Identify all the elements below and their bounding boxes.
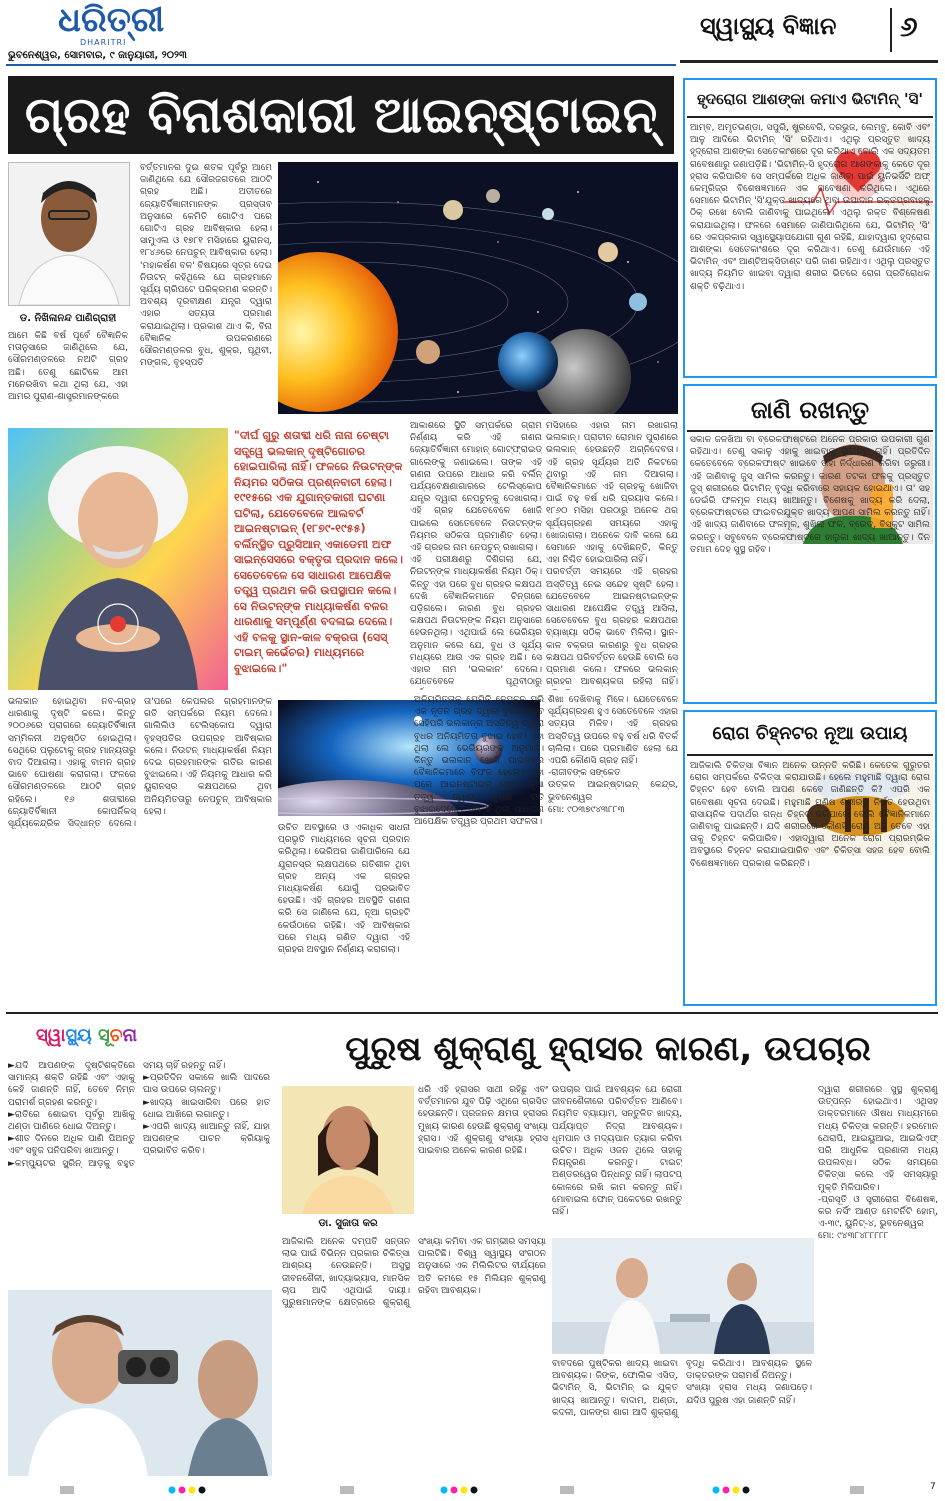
dateline: ଭୁବନେଶ୍ୱର, ସୋମବାର, ୯ ଜାନୁୟାରୀ, ୨୦୨୩ — [8, 50, 187, 61]
page-number: ୬ — [900, 10, 918, 43]
masthead-rule — [6, 64, 676, 66]
vitamin-headline: ହୃଦରୋଗ ଆଶଙ୍କା କମାଏ ଭିଟାମିନ୍ 'ସି' — [687, 82, 933, 118]
doctor-author-photo — [282, 1086, 414, 1214]
masthead-rule-right — [680, 60, 938, 63]
health-tips-part-2: ସ୍ଥ୍ୟ — [65, 1025, 92, 1046]
lead-headline: ଗ୍ରହ ବିନାଶକାରୀ ଆଇନ୍‌ଷ୍ଟାଇନ୍ — [8, 76, 674, 154]
lead-column-4: ମସିହାରେ ଏହାର ନାମ ରଖାଗଲା ଭଲକାନ୍। ପ୍ରାଚୀନ ରୋମାନ ପୁରାଣରେ ଭଲକାନ୍ ହେଉଛନ୍ତି ଅଗ୍ନିଦେବତା। ଏହି ଗ୍ରହ ସୂର୍ଯ୍ୟର ଅତି ନିକଟରେ ଥିବାରୁ ଏହି ନାମ ଦିଆଗଲା। ବୈଜ୍ଞାନିକମାନେ ଏହି ଗ୍ରହକୁ ଖୋଜିବା ପାଇଁ ବହୁ ବର୍ଷ ଧରି ପ୍ରୟାସ କଲେ। ୧୮୬୦ ମସିହା ପରଠାରୁ ଅନେକ ଥର ସୂର୍ଯ୍ୟଗ୍ରହଣ ସମୟରେ ଏହାକୁ ଖୋଜାଗଲା। ଅନେକେ ଦାବି କଲେ ଯେ ସେମାନେ ଏହାକୁ ଦେଖିଛନ୍ତି, କିନ୍ତୁ ଏହା ନିଶ୍ଚିତ ହୋଇପାରିଲା ନାହିଁ। ପରବର୍ତ୍ତୀ ସମୟରେ ଏହି ଗ୍ରହର ଅସ୍ତିତ୍ୱ ନେଇ ସନ୍ଦେହ ସୃଷ୍ଟି ହେଲା। ଯେତେବେଳେ ଆଇନଷ୍ଟାଇନ୍‌ଙ୍କ ସାଧାରଣ ଆପେକ୍ଷିକ ତତ୍ତ୍ୱ ଆସିଲା, ସେତେବେଳେ ବୁଧ ଗ୍ରହର କକ୍ଷପଥର ବ୍ୟାଖ୍ୟା ସଠିକ୍ ଭାବେ ମିଳିଲା। ସ୍ଥାନ-କାଳ ବକ୍ରତା କାରଣରୁ ବୁଧ ଗ୍ରହର କକ୍ଷପଥ ପରିବର୍ତ୍ତନ ହେଉଛି ବୋଲି ସେ ପ୍ରମାଣ କଲେ। ଫଳରେ ଭଲକାନ୍ ଗ୍ରହର ଆବଶ୍ୟକତା ରହିଲା ନାହିଁ। — [546, 421, 678, 688]
author-caption: ଡ. ନିଖିଳାନନ୍ଦ ପାଣିଗ୍ରାହୀ — [19, 313, 117, 324]
lead-column-7: ଅନିୟମିତତାକୁ ଯେମିତି ନେପଚୁନ୍ ପରି ଏକ ନୂତନ ଗ୍ରହ ଦ୍ୱାରା ବୁଝାଇ ହେବ ସେହିପରି ଭଲକାନ୍‌ର ଅସ୍ତିତ୍ୱ ଦ୍ୱାରା ବୁଧର ଅନିୟମିତତା ବୁଝାଇ ହେବ। ଏହା ଥିଲା ଲେ ଭେରିୟରଙ୍କ ଅନୁମାନ। କିନ୍ତୁ ଭଲକାନ୍ ଖୋଜି ପାଇବାରେ ବୈଜ୍ଞାନିକମାନେ ବିଫଳ ହେଲେ। ଏହା ପରେ ଆଇନଷ୍ଟାଇନ୍ ତାଙ୍କ ନୂଆ ତତ୍ତ୍ୱ ଦ୍ୱାରା ବୁଧର ଗତି ବୁଝାଇଦେଲେ। ଏହା ହିଁ ଥିଲା ସାଧାରଣ ଆପେକ୍ଷିକ ତତ୍ତ୍ୱର ପ୍ରଥମ ସଫଳତା। — [414, 695, 544, 828]
doctor-author-caption: ଡା. ସୁଜାତା କର — [318, 1218, 378, 1229]
cure-headline: ରୋଗ ଚିହ୍ନଟର ନୂଆ ଉପାୟ — [687, 714, 933, 756]
doctor-patient-photo — [552, 1238, 814, 1354]
sperm-column-3: ବାବଦରେ ପୁଷ୍ଟିକର ଖାଦ୍ୟ ଖାଇବା ଆବଶ୍ୟକ। ଜିଙ୍କ, ଫୋଲିକ ଏସିଡ୍, ଭିଟାମିନ୍ ସି, ଭିଟାମିନ୍ ଇ ଯୁକ୍ତ ଖାଦ୍ୟ ଖାଆନ୍ତୁ। ବାଦାମ, ଅଣ୍ଡା, କଦଳୀ, ପାଳଙ୍ଗ ଶାଗ ଆଦି ଶୁକ୍ରାଣୁ ବୃଦ୍ଧି କରିଥାଏ। ଆବଶ୍ୟକ ସ୍ଥଳେ ଡାକ୍ତରଙ୍କ ପରାମର୍ଶ ନିଅନ୍ତୁ। ସଂଖ୍ୟା ହ୍ରାସ ମଧ୍ୟ ଜଣାପଡ଼େ। ଯଦିଓ ପୁରୁଷ ଏହା ଜାଣନ୍ତି ନାହିଁ। — [552, 1359, 812, 1418]
sperm-headline: ପୁରୁଷ ଶୁକ୍ରାଣୁ ହ୍ରାସର କାରଣ, ଉପଚାର — [345, 1029, 871, 1069]
lead-column-2: ବର୍ତ୍ତମାନର ଦୁଇ ଶତକ ପୂର୍ବରୁ ଆମେ ଜାଣିଥିଲେ ଯେ ସୌରଜଗତରେ ଆଠଟି ଗ୍ରହ ଅଛି। ଅତୀତରେ ଜ୍ୟୋତିର୍ବିଜ୍ଞାନୀମାନଙ୍କ ପ୍ରସ୍ତାବ ଅନୁସାରେ କେମିତି ଗୋଟିଏ ପରେ ଗୋଟିଏ ଗ୍ରହ ଆବିଷ୍କାର ହେଲା। ସାମୁଏଲ ଓ ୧୭୮୧ ମସିହାରେ ୟୁରାନସ୍‌, ୧୮୪୬ରେ ନେପଚୁନ୍ ଆବିଷ୍କାର ହେଲା। 'ମହାକର୍ଷଣ ବଳ' ବିଷୟରେ ସୂତ୍ର ଦେଇ ନିଉଟନ୍ କହିଥିଲେ ଯେ ଗ୍ରହମାନେ ସୂର୍ଯ୍ୟ ଚାରିପଟେ ପରିକ୍ରମଣ କରନ୍ତି। ଅବଶ୍ୟ ଦୂରବୀକ୍ଷଣ ଯନ୍ତ୍ର ଦ୍ୱାରା ଏହାର ସତ୍ୟତା ପ୍ରମାଣ କରାଯାଇଥିଲା। ପ୍ରକାଶ ଥାଏ କି, ବିନା ବୈଜ୍ଞାନିକ ଉପକରଣରେ ସୌରମଣ୍ଡଳର ବୁଧ, ଶୁକ୍ର, ପୃଥିବୀ, ମଙ୍ଗଳ, ବୃହସ୍ପତି — [140, 163, 272, 369]
lead-column-6: ଉଚିତ ଅବସ୍ଥାରେ ଓ ଏକାଧିକ ସାଧନା ପ୍ରଭୃତି ମାଧ୍ୟମରେ ସୂଚନା ପ୍ରଦାନ କରିଥିଲା। ଭେରିଅର ଜାଣିପାରିଲେ ଯେ ଯୁରାନସ୍‌ର ଲକ୍ଷପଥରେ ଗତିଶୀଳ ଥିବା ଗ୍ରହ ଅନ୍ୟ ଏକ ଗ୍ରହର ମାଧ୍ୟାକର୍ଷଣ ଯୋଗୁଁ ପ୍ରଭାବିତ ହେଉଛି। ଏହି ଗ୍ରହର ଅବସ୍ଥିତି ଗଣନା କରି ସେ ଜାଣିଲେ ଯେ, ନୂଆ ଗ୍ରହଟି କେଉଁଠାରେ ରହିଛି। ଏହି ଆବିଷ୍କାର ପରେ ମଧ୍ୟ ଗଣିତ ଦ୍ୱାରା ଏହି ଗ୍ରହର ଅବସ୍ଥାନ ନିର୍ଣ୍ଣୟ କରାଗଲା। — [278, 823, 410, 956]
health-tips-part-5: ନା — [122, 1025, 138, 1046]
health-tips-part-4: ଚ — [109, 1025, 123, 1046]
sperm-column-1: ଧରି ଏହି ହ୍ରାସର ସାଥୀ ରହିଛୁ ଏବଂ ବର୍ତ୍ତମାନର ଯୁବ ପିଢ଼ି ଏଥିରେ ଗ୍ରସିତ ହେଉଛନ୍ତି। ପ୍ରଜନନ କ୍ଷମତା ହ୍ରାସର ମୁଖ୍ୟ କାରଣ ହେଉଛି ଶୁକ୍ରାଣୁ ସଂଖ୍ୟା ହ୍ରାସ। ଏହି ଶୁକ୍ରାଣୁ ସଂଖ୍ୟା ହ୍ରାସ ପାଇବାର ଅନେକ କାରଣ ରହିଛି। — [418, 1085, 548, 1157]
know-headline: ଜାଣି ରଖନ୍ତୁ — [687, 390, 933, 432]
sperm-column-1b: ଆଜିକାଲି ଅନେକ ଦମ୍ପତି ସନ୍ତାନ ଲାଭ ପାଇଁ ବିଭିନ୍ନ ପ୍ରକାର ଚିକିତ୍ସା ଆଶ୍ରୟ ନେଉଛନ୍ତି। ଅସୁସ୍ଥ ଜୀବନଶୈଳୀ, ଖାଦ୍ୟାଭ୍ୟାସ, ମାନସିକ ଚାପ ଆଦି ଏଥିପାଇଁ ଦାୟୀ। ପୁରୁଷମାନଙ୍କ କ୍ଷେତ୍ରରେ ଶୁକ୍ରାଣୁ ସଂଖ୍ୟା କମିବା ଏକ ଗମ୍ଭୀର ସମସ୍ୟା ପାଲଟିଛି। ବିଶ୍ୱ ସ୍ୱାସ୍ଥ୍ୟ ସଂଗଠନ ଅନୁସାରେ ଏକ ମିଲିଲିଟର ବୀର୍ଯ୍ୟରେ ଅତି କମରେ ୧୫ ମିଲିୟନ ଶୁକ୍ରାଣୁ ରହିବା ଆବଶ୍ୟକ। — [282, 1237, 546, 1309]
bottom-divider — [6, 1012, 938, 1014]
sperm-column-4: ଦ୍ୱାରା ଶରୀରରେ ସୁସ୍ଥ ଶୁକ୍ରାଣୁ ଉତ୍ପନ୍ନ ହୋଇଥାଏ। ଏଥିସହ ଡାକ୍ତରମାନେ ଔଷଧ ମାଧ୍ୟମରେ ମଧ୍ୟ ଚିକିତ୍ସା କରନ୍ତି। ହରମୋନ ଥେରାପି, ଆଇୟୁଆଇ, ଆଇଭିଏଫ୍ ପରି ଆଧୁନିକ ପ୍ରଣାଳୀ ମଧ୍ୟ ଉପଲବ୍ଧ। ସଠିକ ସମୟରେ ଚିକିତ୍ସା କଲେ ଏହି ସମସ୍ୟାରୁ ମୁକ୍ତି ମିଳିପାରିବ। -ପ୍ରସୂତି ଓ ସ୍ତ୍ରୀରୋଗ ବିଶେଷଜ୍ଞ, କର ନର୍ସିଂ ଆଣ୍ଡ ମେଟର୍ନିଟି ହୋମ୍, ଏ-୩୯, ୟୁନିଟ୍-୪, ଭୁବନେଶ୍ୱର ମୋ: ୯୪୩୮୪୮୮୮୮୮ — [818, 1085, 938, 1242]
author-photo — [8, 162, 130, 306]
masthead-divider — [890, 8, 892, 52]
know-text: ସକାଳ ଜଳଖିଆ ବା ବ୍ରେକଫାଷ୍ଟରେ ଅନେକ ପ୍ରକାର ଉପକାରୀ ଗୁଣ ରହିଥାଏ। ତେଣୁ ସକାଳୁ ଏହାକୁ ଖାଇବାକୁ ଭୁଲନ୍ତୁ ନାହିଁ। ପ୍ରତିଦିନ କେତେବେଳେ ବ୍ରେକଫାଷ୍ଟ ଖାଇବେ ତାହା ନିର୍ଦ୍ଧାରଣ କରିବା ଜରୁରୀ। ଏହି ଜାଣିବାକୁ ଜୁସ୍ ସାମିଲ କରନ୍ତୁ। କାରଣ ତଟକା ଫଳକୁ ପ୍ରସ୍ତୁତ ଜୁସ୍ ଶରୀରରେ ଭିଟାମିନ୍ ବୃଦ୍ଧି କରିବାରେ ସହାୟକ ହୋଇଥାଏ। ତା' ସହ ଡେଇଁରି ଫଳମୂଳ ମଧ୍ୟ ଖାଆନ୍ତୁ। ବିଶେଷକୁ ଖାଦ୍ୟ କରି ଦେଲା, ବ୍ରେକଫାଷ୍ଟରେ ଫାଇବରଯୁକ୍ତ ଖାଦ୍ୟ ଆପଣ ସାମିଲ କରନ୍ତୁ ନାହିଁ। ଏହି ଖାଦ୍ୟ ଜାଣିବାରେ ଫଳମୂଳ, ଶୁଖିଲା ଫଳ, ବ୍ରେଡ୍, ବିସ୍କୁଟ ସାମିଲ କରନ୍ତୁ। ସବୁବେଳେ ବ୍ରେକଫାଷ୍ଟରେ ହାଲୁକା ଖାଦ୍ୟ ଖାଆନ୍ତୁ। ଦିନ ତମାମ ଦେହ ସୁସ୍ଥ ରହିବ। — [690, 435, 930, 555]
newspaper-logo-sub: DHARITRI — [80, 38, 127, 47]
section-title: ସ୍ୱାସ୍ଥ୍ୟ ବିଜ୍ଞାନ — [700, 12, 837, 40]
masthead — [0, 0, 945, 75]
print-registration-marks — [0, 1482, 945, 1497]
health-tips-part-3: ସୂ — [98, 1025, 110, 1046]
eye-exam-photo — [8, 1290, 272, 1476]
sperm-column-2: ଉପଚାର ପାଇଁ ଆବଶ୍ୟକ ଯେ ରୋଗୀ ଜୀବନଶୈଳୀରେ ପରିବର୍ତ୍ତନ ଆଣିବେ। ନିୟମିତ ବ୍ୟାୟାମ, ସନ୍ତୁଳିତ ଖାଦ୍ୟ, ପର୍ଯ୍ୟାପ୍ତ ନିଦ୍ରା ଆବଶ୍ୟକ। ଧୂମପାନ ଓ ମଦ୍ୟପାନ ତ୍ୟାଗ କରିବା ଉଚିତ। ଅଧିକ ଓଜନ ଥିଲେ ତାହାକୁ ନିୟନ୍ତ୍ରଣ କରନ୍ତୁ। ଟାଇଟ୍ ଅଣ୍ଡରୱେର ପିନ୍ଧନ୍ତୁ ନାହିଁ। ଲାପଟପ୍ କୋଳରେ ରଖି କାମ କରନ୍ତୁ ନାହିଁ। ମୋବାଇଲ ଫୋନ୍ ପକେଟରେ ରଖନ୍ତୁ ନାହିଁ। — [552, 1085, 682, 1218]
lead-column-8: ଶିଖା ଦେଖିବାକୁ ମିଳେ। ଯେତେବେଳେ ସୂର୍ଯ୍ୟଗ୍ରହଣ ହୁଏ ସେତେବେଳେ ଏହାର ସତ୍ୟତା ମିଳିବ। ଏହି ଗ୍ରହର ଅସ୍ତିତ୍ୱ ଉପରେ ବହୁ ବର୍ଷ ଧରି ବିତର୍କ ଚାଲିଲା। ପରେ ପ୍ରମାଣିତ ହେଲା ଯେ ଏପରି କୌଣସି ଗ୍ରହ ନାହିଁ। -ରାଜୀବଙ୍କ ସଙ୍କେତ ଉତ୍କଳ ଆଇନ୍‌ଷ୍ଟାଇନ୍ କେନ୍ଦ୍ର, ଭୁବନେଶ୍ୱର ମୋ: ୯୦୩୭୯୪୩୮୮୩ — [548, 695, 678, 815]
vitamin-text: ଆମ୍ବ, ଅମୃତଭଣ୍ଡା, ସପୁରି, ଷ୍ଟ୍ରବେରି, ଦରଭୁଜ, ଲେମ୍ବୁ, କୋବି ଏବଂ ଆଳୁ ଆଦିରେ ଭିଟାମିନ୍ 'ସି' ରହିଥାଏ। ଏଥିଲୁ ପ୍ରସ୍ତୁତ ଖାଦ୍ୟ ହୃଦ୍‌ରୋଗ ଆଶଙ୍କା ସେତେକାଂଶରେ ଦୂର କରିଥାଏ ବୋଲି ଏକ ସଦ୍ୟତମ ଗବେଷଣାରୁ ଜଣାପଡ଼ିଛି। 'ଭିଟାମିନ୍-ସି ହୃଦ୍‌ରୋଗ ଆଶଙ୍କାକୁ କେତେ ଦୂର ହ୍ରାସ କରିପାରିବ ସେ ସମ୍ପର୍କରେ ଅଧିକ ଜାଣିବା ପାଇଁ ୟୁନିଭର୍ସିଟି ଅଫ୍ କେମ୍ବ୍ରିଜ୍‌ର ବିଶେଷଜ୍ଞମାନେ ଏକ ଗବେଷଣା କରିଥିଲେ। ଏଥିରେ ସେମାନେ ଭିଟାମିନ୍ 'ସି'ଯୁକ୍ତ ଖାଦ୍ୟରେ ଥିବା ଉପାଦାନ ରକ୍ତପ୍ରବାହକୁ ଠିକ୍ ରଖେ ବୋଲି ଜାଣିବାକୁ ପାଇଥିଲେ। ଏଥିଲୁ ରକ୍ତ ବିଶ୍ଳେଷଣ କରାଯାଇଥିଲା। ଫଳରେ ସେମାନେ ଜାଣିପାରିଥିଲେ ଯେ, ଭିଟାମିନ୍ 'ସି' ରେ ଏକପ୍ରକାର ସ୍ୱାସ୍ଥ୍ୟୋପଯୋଗୀ ଗୁଣ ରହିଛି, ଯାହାଦ୍ୱାରା ହୃଦ୍‌ରୋଗ ଆଶଙ୍କା ସେତେକାଂଶରେ ଦୂର କରିଥାଏ। ତେଣୁ ଯେଉଁମାନେ ଏହି ଭିଟାମିନ୍ ଏବଂ ଆଣ୍ଟିଅକ୍ସିଡାଣ୍ଟ ପରି ଜାଣ ରହିଥାଏ। ଏଥିଲୁ ପ୍ରସ୍ତୁତ ଖାଦ୍ୟ ନିୟମିତ ଖାଇବା ଦ୍ୱାରା ଶରୀର ଭିତରେ ରୋଗ ପ୍ରତିରୋଧକ ଶକ୍ତି ବଢ଼ିଥାଏ। — [690, 123, 930, 292]
health-tips-headline — [36, 1020, 236, 1052]
pull-quote: "ଦୀର୍ଘ ଗୁରୁ ଶତାବ୍ଦୀ ଧରି ନାନା ଚେଷ୍ଟା ସତ୍ତ୍ୱେ ଭଲକାନ୍ ଦୃଷ୍ଟିଗୋଚର ହୋଇପାରିଲା ନାହିଁ। ଫଳରେ ନିଉଟନ୍‌ଙ୍କ ନିୟମର ସଠିକତା ପ୍ରଶ୍ନବାଚୀ ହେଲା। ୧୯୧୫ରେ ଏକ ଯୁଗାନ୍ତକାରୀ ଘଟଣା ଘଟିଲା, ଯେତେବେଳେ ଆଲବର୍ଟ ଆଇନଷ୍ଟାଇନ୍ (୧୮୭୯-୧୯୫୫) ବର୍ଲିନ୍‌ସ୍ଥିତ ପ୍ରୁସିଆନ୍ ଏକାଡେମୀ ଅଫ ସାଇନ୍‌ସେସରେ ବକ୍ତୃତା ପ୍ରଦାନ କଲେ। ସେତେବେଳେ ସେ ସାଧାରଣ ଆପେକ୍ଷିକ ତତ୍ତ୍ୱ ପ୍ରଥମ କରି ଉପସ୍ଥାପନ କଲେ। ସେ ନିଉଟନ୍‌ଙ୍କ ମାଧ୍ୟାକର୍ଷଣ ବଳର ଧାରଣାକୁ ସମ୍ପୂର୍ଣ୍ଣ ବଦଳାଇ ଦେଲେ। ଏହି ବଳକୁ ସ୍ଥାନ-କାଳ ବକ୍ରତା (ସେସ୍ ଟାଇମ୍ କର୍ଭେଚର) ମାଧ୍ୟମରେ ବୁଝାଇଲେ।" — [234, 429, 404, 675]
solar-system-image — [278, 162, 678, 414]
health-tips-text: ►ଯଦି ଆପଣଙ୍କ ଦୃଷ୍ଟିଶକ୍ତିରେ ସାମାନ୍ୟ ଶକ୍ତି ରହିଛି ଏବଂ ଏହାକୁ କେହି ଜାଣନ୍ତି ନାହିଁ, ତେବେ ନିମ୍ନ ପରାମର୍ଶ ଗ୍ରହଣ କରନ୍ତୁ। ►ରାତିରେ ଶୋଇବା ପୂର୍ବରୁ ଆଖିକୁ ଥଣ୍ଡା ପାଣିରେ ଧୋଇ ଦିଅନ୍ତୁ। ►ଶୀତ ଦିନରେ ଅଧିକ ପାଣି ପିଅନ୍ତୁ ଏବଂ ସବୁଜ ପନିପରିବା ଖାଆନ୍ତୁ। ►କମ୍ପ୍ୟୁଟର ସ୍କ୍ରିନ୍ ଆଡ଼କୁ ବହୁତ ସମୟ ଚାହିଁ ରହନ୍ତୁ ନାହିଁ। ►ପ୍ରତିଦିନ ସକାଳେ ଖାଲି ପାଦରେ ଘାସ ଉପରେ ଚାଲନ୍ତୁ। ►ଖାଦ୍ୟ ଖାଇସାରିବା ପରେ ହାତ ଧୋଇ ଆଖିରେ ଲଗାନ୍ତୁ। ►ଏପରି ଖାଦ୍ୟ ଖାଆନ୍ତୁ ନାହିଁ, ଯାହା ଆପଣଙ୍କ ପାଚନ କ୍ରିୟାକୁ ପ୍ରଭାବିତ କରିବ। — [8, 1061, 270, 1169]
newspaper-logo: ଧରିତ୍ରୀ — [58, 0, 165, 40]
lead-column-5: ଭଲକାନ ହୋଇଥିବା ନବ-ଗ୍ରହ ଧାରଣାକୁ ଦୃଷ୍ଟି କଲେ। କିନ୍ତୁ ୨୦୦୬ରେ ପ୍ରାଗରେ ଜ୍ୟୋତିର୍ବିଜ୍ଞାନୀ ସମ୍ମିଳନୀ ଅନୁଷ୍ଠିତ ହୋଇଥିଲା। ସେଥିରେ ପ୍ଲୁଟୋକୁ ଗ୍ରହ ମାନ୍ୟତାରୁ ବାଦ ଦିଆଗଲା। ଏହାକୁ ବାମନ ଗ୍ରହ ଭାବେ ଘୋଷଣା କରାଗଲା। ଫଳରେ ସୌରମଣ୍ଡଳରେ ଆଠଟି ଗ୍ରହ ରହିଲେ। ୧୬ ଶତାବ୍ଦୀରେ ଜ୍ୟୋତିର୍ବିଜ୍ଞାନୀ କୋପର୍ନିକସ୍ ସୂର୍ଯ୍ୟକେନ୍ଦ୍ରିକ ସିଦ୍ଧାନ୍ତ ଦେଲେ। ତା'ପରେ କେପଲର ଗ୍ରହମାନଙ୍କ ଗତି ସମ୍ପର୍କରେ ନିୟମ ଦେଲେ। ଗାଲିଲିଓ ଟେଲିସ୍କୋପ ଦ୍ୱାରା ବୃହସ୍ପତିର ଉପଗ୍ରହ ଆବିଷ୍କାର କଲେ। ନିଉଟନ୍ ମାଧ୍ୟାକର୍ଷଣ ନିୟମ ଦେଇ ଗ୍ରହମାନଙ୍କ ଗତିର କାରଣ ବୁଝାଇଲେ। ଏହି ନିୟମକୁ ଆଧାର କରି ୟୁରାନସ୍‌ର କକ୍ଷପଥରେ ଥିବା ଅନିୟମିତତାରୁ ନେପଚୁନ୍ ଆବିଷ୍କାର ହେଲା। — [8, 697, 272, 830]
cure-text: ଆଜିକାଲି ଚିକିତ୍ସା ବିଜ୍ଞାନ ଅନେକ ଉନ୍ନତି କରିଛି। କେତେକ ଗୁରୁତର ରୋଗ ସମ୍ପର୍କରେ ଚିକିତ୍ସା କରାଯାଉଛି। ହେଲେ ମହୁମାଛି ଦ୍ୱାରା ରୋଗ ଚିହ୍ନଟ ହେବ ବୋଲି ଆପଣ କେବେ ଜାଣିଛନ୍ତି କି? ଏପରି ଏକ ଗବେଷଣା ସୂଚନା ଦେଇଛି। ମହୁମାଛି ମଣିଷ ଶରୀରରୁ ନିର୍ଗତ ହେଉଥିବା ରାସାୟନିକ ପଦାର୍ଥର ଗନ୍ଧ ଚିହ୍ନଟ କରିପାରେ ବୋଲି ବୈଜ୍ଞାନିକମାନେ ଜାଣିବାକୁ ପାଇଛନ୍ତି। ଯଦି ଶରୀରରେ କୌଣସି ରୋଗ ଅଛି ତେବେ ଏହା ତାକୁ ଚିହ୍ନଟ କରିପାରିବ। ଏହାଦ୍ୱାରା ଅନେକ ରୋଗ ପ୍ରାରମ୍ଭିକ ଅବସ୍ଥାରେ ଚିହ୍ନଟ କରାଯାଇପାରିବ ଏବଂ ଚିକିତ୍ସା ସହଜ ହେବ ବୋଲି ବିଶେଷଜ୍ଞମାନେ ପ୍ରକାଶ କରିଛନ୍ତି। — [690, 761, 930, 869]
page-marker: 7 — [930, 1482, 936, 1492]
lead-column-1: ଆମେ କିଛି ବର୍ଷ ପୂର୍ବେ ବୈଜ୍ଞାନିକ ମତାନୁସାରେ ଜାଣିଥିଲେ ଯେ, ସୌରମଣ୍ଡଳରେ ନଅଟି ଗ୍ରହ ଅଛି। ତେଣୁ ଛୋଟିକେ ଆମ ମନେରଖିବା କଥା ଥିଲା ଯେ, ଏହା ଆମର ପୁରାଣ-ଶାସ୍ତ୍ରମାନଙ୍କରେ — [8, 331, 128, 403]
einstein-illustration — [8, 428, 228, 690]
lead-column-3: ଆକାଶରେ ସ୍ଥିତି ସମ୍ପର୍କରେ ଗ୍ରାମ ନିର୍ଣ୍ଣୟ କରି ଏହି ଗଣନା ଜ୍ୟୋତିର୍ବିଜ୍ଞାନୀ ମୋହାନ୍ ଗୋଟ୍‌ଫ୍ରାଇଡ୍ ଗାଲେଙ୍କୁ ଜଣାଇଲେ। ତାଙ୍କ ଏହି ଗଣନା ଉପରେ ଆଧାର କରି ବର୍ଲିନ୍ ପର୍ଯ୍ୟବେକ୍ଷଣାଗାରରେ ଟେଲିସ୍କୋପ ଯନ୍ତ୍ର ଦ୍ୱାରା ନେପଚୁନ୍‌କୁ ଦେଖାଗଲା। ଏହି ଗ୍ରହ ଯେତେବେଳେ ଖୋଜି ପାଇଲେ ସେତେବେଳେ ନିଉଟନ୍‌ଙ୍କ ନିୟମର ସଠିକତା ପ୍ରମାଣିତ ହେଲା। ଏହି ଗ୍ରହର ନାମ ନେପଚୁନ୍ ରଖାଗଲା। ଏହି ପରୀକ୍ଷଣରୁ ଦିଶିଗଲା ଯେ, ନିଉଟନ୍‌ଙ୍କ ମାଧ୍ୟାକର୍ଷଣ ନିୟମ ଠିକ୍। କିନ୍ତୁ ଏହା ପରେ ବୁଧ ଗ୍ରହର କକ୍ଷପଥ ଦେଖି ବୈଜ୍ଞାନିକମାନେ ଚିନ୍ତାରେ ପଡ଼ିଗଲେ। କାରଣ ବୁଧ ଗ୍ରହର କକ୍ଷପଥ ନିଉଟନ୍‌ଙ୍କ ନିୟମ ଅନୁସାରେ ହେଉନଥିଲା। ଏଥିପାଇଁ ଲେ ଭେରିୟର ଅନୁମାନ କଲେ ଯେ, ବୁଧ ଓ ସୂର୍ଯ୍ୟ ମଧ୍ୟରେ ଆଉ ଏକ ଗ୍ରହ ଅଛି। ସେ ଏହାର ନାମ 'ଭଲକାନ' ଦେଲେ। ଯେତେବେଳେ ପୃଥିବୀଠାରୁ — [410, 421, 542, 688]
health-tips-part-1: ସ୍ୱା — [36, 1025, 66, 1046]
